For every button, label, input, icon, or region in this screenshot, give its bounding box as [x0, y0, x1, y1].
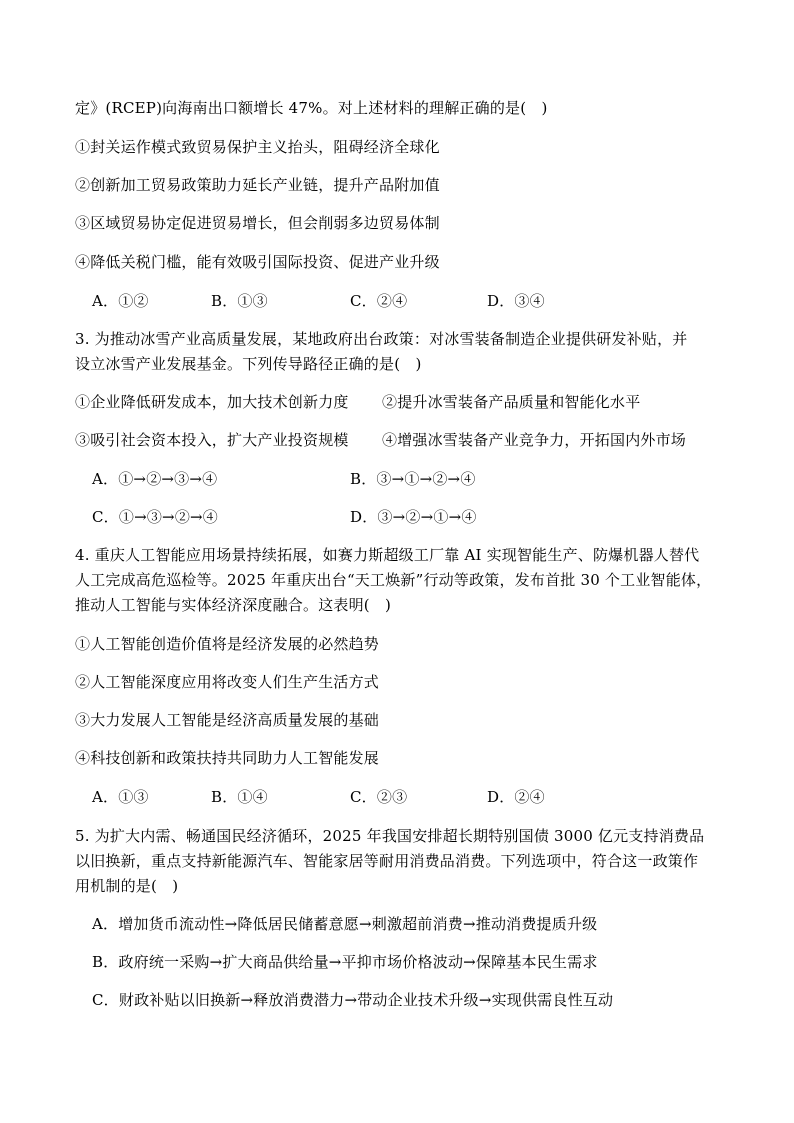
q3-statement-1: ①企业降低研发成本，加大技术创新力度 — [75, 393, 349, 411]
q2-option-b[interactable]: B．①③ — [211, 292, 268, 310]
q2-statement-4: ④降低关税门槛，能有效吸引国际投资、促进产业升级 — [75, 253, 440, 271]
q4-stem-line-3: 推动人工智能与实体经济深度融合。这表明( ) — [75, 596, 392, 614]
q4-statement-3: ③大力发展人工智能是经济高质量发展的基础 — [75, 711, 380, 729]
q3-statement-4: ④增强冰雪装备产业竞争力，开拓国内外市场 — [382, 431, 687, 449]
q2-statement-2: ②创新加工贸易政策助力延长产业链，提升产品附加值 — [75, 176, 440, 194]
q4-option-c[interactable]: C．②③ — [350, 788, 408, 806]
q3-stem-line-2: 设立冰雪产业发展基金。下列传导路径正确的是( ) — [75, 355, 422, 373]
q2-option-d[interactable]: D．③④ — [487, 292, 545, 310]
q3-stem-line-1: 3. 为推动冰雪产业高质量发展，某地政府出台政策：对冰雪装备制造企业提供研发补贴，并 — [75, 330, 688, 348]
q4-option-b[interactable]: B．①④ — [211, 788, 268, 806]
q4-statement-1: ①人工智能创造价值将是经济发展的必然趋势 — [75, 635, 380, 653]
q5-option-c[interactable]: C．财政补贴以旧换新→释放消费潜力→带动企业技术升级→实现供需良性互动 — [92, 991, 614, 1009]
q4-option-a[interactable]: A．①③ — [92, 788, 149, 806]
q2-option-a[interactable]: A．①② — [92, 292, 149, 310]
q4-statement-2: ②人工智能深度应用将改变人们生产生活方式 — [75, 673, 380, 691]
q2-statement-1: ①封关运作模式致贸易保护主义抬头，阻碍经济全球化 — [75, 138, 440, 156]
q2-statement-3: ③区域贸易协定促进贸易增长，但会削弱多边贸易体制 — [75, 214, 440, 232]
q2-stem-tail: 定》(RCEP)向海南出口额增长 47%。对上述材料的理解正确的是( ) — [75, 99, 548, 117]
q5-stem-line-3: 用机制的是( ) — [75, 877, 179, 895]
q5-option-a[interactable]: A．增加货币流动性→降低居民储蓄意愿→刺激超前消费→推动消费提质升级 — [92, 915, 598, 933]
q3-option-a[interactable]: A．①→②→③→④ — [92, 470, 218, 488]
q2-option-c[interactable]: C．②④ — [350, 292, 408, 310]
q3-statement-2: ②提升冰雪装备产品质量和智能化水平 — [382, 393, 641, 411]
q3-statement-3: ③吸引社会资本投入，扩大产业投资规模 — [75, 431, 349, 449]
q3-option-c[interactable]: C．①→③→②→④ — [92, 508, 218, 526]
q4-stem-line-1: 4. 重庆人工智能应用场景持续拓展，如赛力斯超级工厂靠 AI 实现智能生产、防爆机器人替代 — [75, 546, 700, 564]
q4-stem-line-2: 人工完成高危巡检等。2025 年重庆出台“天工焕新”行动等政策，发布首批 30 个工业智能体， — [75, 571, 712, 589]
q5-stem-line-2: 以旧换新，重点支持新能源汽车、智能家居等耐用消费品消费。下列选项中，符合这一政策作 — [75, 852, 699, 870]
q4-option-d[interactable]: D．②④ — [487, 788, 545, 806]
q4-statement-4: ④科技创新和政策扶持共同助力人工智能发展 — [75, 749, 380, 767]
q5-option-b[interactable]: B．政府统一采购→扩大商品供给量→平抑市场价格波动→保障基本民生需求 — [92, 953, 598, 971]
q5-stem-line-1: 5. 为扩大内需、畅通国民经济循环，2025 年我国安排超长期特别国债 3000 亿元支持消费品 — [75, 827, 705, 845]
q3-option-b[interactable]: B．③→①→②→④ — [350, 470, 476, 488]
q3-option-d[interactable]: D．③→②→①→④ — [350, 508, 477, 526]
